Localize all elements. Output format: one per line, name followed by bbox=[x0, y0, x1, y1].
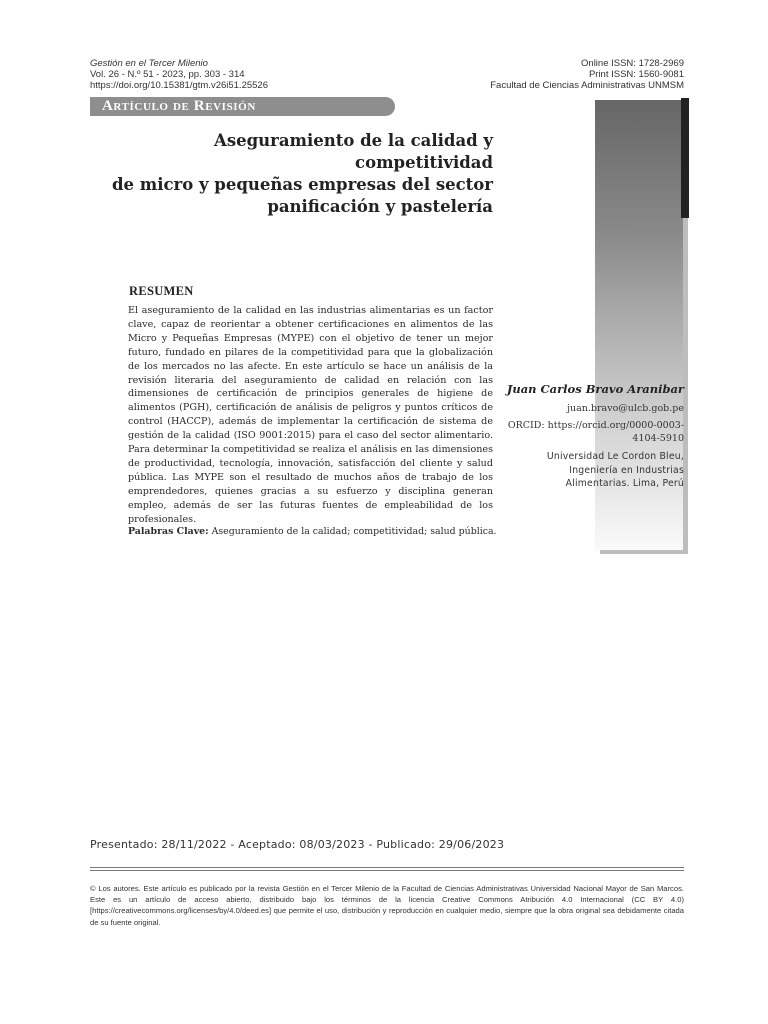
license-notice: © Los autores. Este artículo es publicado por la revista Gestión en el Tercer Milenio de la Facultad de Ciencias Administrativas Universidad Nacional Mayor de San Marcos. Este es un artículo de acceso abierto, distribuido bajo los términos de la licencia Creative Commons Atribución 4.0 Internacional (CC BY 4.0) [https://creativecommons.org/licenses/by/4.0/deed.es] que permite el uso, distribución y reproducción en cualquier medio, siempre que la obra original sea debidamente citada de su fuente original. bbox=[90, 884, 684, 927]
journal-name: Gestión en el Tercer Milenio bbox=[90, 58, 208, 69]
title-line-1: Aseguramiento de la calidad y competitividad bbox=[214, 131, 493, 172]
journal-header-right bbox=[490, 58, 684, 91]
keywords-label: Palabras Clave: bbox=[128, 526, 209, 537]
print-issn: Print ISSN: 1560-9081 bbox=[588, 69, 684, 80]
affiliation-line-1: Universidad Le Cordon Bleu, bbox=[546, 451, 684, 462]
abstract-heading: RESUMEN bbox=[129, 284, 194, 298]
decorative-corner-bar bbox=[681, 98, 689, 218]
article-title bbox=[90, 130, 493, 218]
divider-bottom bbox=[90, 870, 684, 871]
online-issn: Online ISSN: 1728-2969 bbox=[581, 58, 684, 69]
keywords-text: Aseguramiento de la calidad; competitividad; salud pública. bbox=[211, 526, 497, 537]
divider-top bbox=[90, 867, 684, 868]
author-affiliation bbox=[534, 450, 684, 491]
publication-dates: Presentado: 28/11/2022 - Aceptado: 08/03/2023 - Publicado: 29/06/2023 bbox=[90, 838, 505, 851]
keywords bbox=[128, 526, 498, 537]
author-name: Juan Carlos Bravo Aranibar bbox=[506, 382, 684, 396]
article-type-banner: Artículo de Revisión bbox=[90, 97, 395, 116]
faculty-name: Facultad de Ciencias Administrativas UNMSM bbox=[490, 80, 684, 91]
doi-link[interactable]: https://doi.org/10.15381/gtm.v26i51.25526 bbox=[90, 80, 268, 91]
journal-header-left bbox=[90, 58, 268, 91]
title-line-3: panificación y pastelería bbox=[267, 197, 493, 216]
title-line-2: de micro y pequeñas empresas del sector bbox=[111, 175, 493, 194]
affiliation-line-3: Alimentarias. Lima, Perú bbox=[565, 478, 684, 489]
author-orcid[interactable]: ORCID: https://orcid.org/0000-0003-4104-5910 bbox=[507, 420, 684, 444]
author-email[interactable]: juan.bravo@ulcb.gob.pe bbox=[567, 403, 684, 414]
volume-info: Vol. 26 - N.º 51 - 2023, pp. 303 - 314 bbox=[90, 69, 245, 80]
abstract-body: El aseguramiento de la calidad en las industrias alimentarias es un factor clave, capaz de reorientar a obtener certificaciones en alimentos de las Micro y Pequeñas Empresas (MYPE) con el objetivo de tener un mejor futuro, fundado en pilares de la competitividad para que la globalización de los mercados no las afecte. En este artículo se hace un análisis de la revisión literaria del aseguramiento de calidad en relación con las dimensiones de certificación de principios generales de higiene de alimentos (PGH), certificación de análisis de peligros y puntos críticos de control (HACCP), además de implementar la certificación de sistema de gestión de la calidad (ISO 9001:2015) para el caso del sector alimentario. Para determinar la competitividad se realiza el análisis en las dimensiones de productividad, tecnología, innovación, satisfacción del cliente y salud pública. Las MYPE son el resultado de muchos años de trabajo de los emprendedores, quienes gracias a su esfuerzo y disciplina generan empleo, además de ser las futuras fuentes de empleabilidad de los profesionales. bbox=[128, 305, 493, 525]
affiliation-line-2: Ingeniería en Industrias bbox=[569, 464, 684, 476]
